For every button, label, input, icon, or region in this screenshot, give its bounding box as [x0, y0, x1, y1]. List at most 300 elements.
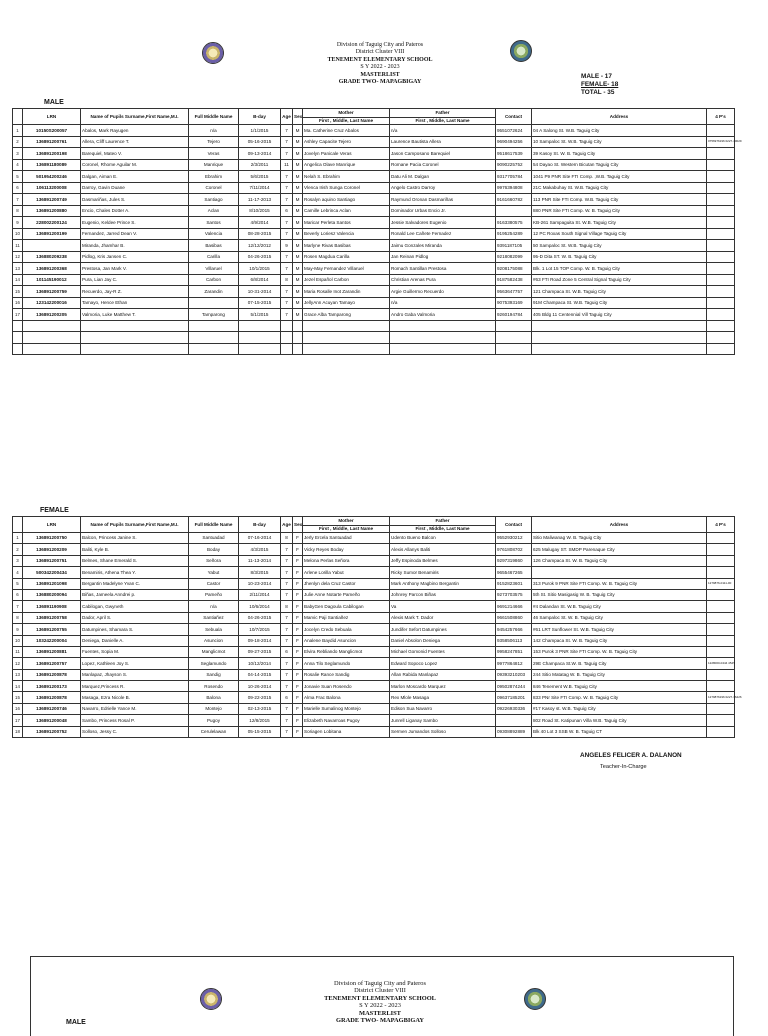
- father-name: Jaimu Gonzales Miranda: [390, 240, 496, 252]
- father-name: n/a: [390, 125, 496, 137]
- sex: F: [293, 635, 303, 646]
- table-row: [13, 669, 735, 680]
- birthday: 04-26-2015: [239, 612, 281, 623]
- father-name: n/a: [390, 297, 496, 309]
- table-row: [13, 171, 735, 183]
- pupil-name: Prestosa, Jan Mark V.: [81, 263, 189, 275]
- pupil-name: Valmoria, Luke Matthew T.: [81, 309, 189, 321]
- table-row: [13, 533, 735, 544]
- age: 6: [281, 205, 293, 217]
- table-row: [13, 274, 735, 286]
- col-father-sub: First , Middle, Last Name: [390, 526, 496, 533]
- age: 7: [281, 578, 293, 589]
- birthday: 04-26-2015: [239, 251, 281, 263]
- mother-name: Camille Lebrinca Aclan: [303, 205, 390, 217]
- birthday: 07-16-2014: [239, 533, 281, 544]
- table-row: [13, 578, 735, 589]
- contact-number: [496, 715, 532, 726]
- mother-name: Ashley Capacite Tejero: [303, 136, 390, 148]
- pupil-name: Pura, Lian Jay C.: [81, 274, 189, 286]
- pupil-name: Benamiris, Athena Thea Y.: [81, 567, 189, 578]
- 4ps-number: [707, 555, 735, 566]
- row-number: 11: [13, 240, 23, 252]
- 4ps-number: [707, 263, 735, 275]
- 4ps-number: [707, 228, 735, 240]
- pupil-name: Balcon, Princess Janine S.: [81, 533, 189, 544]
- birthday: 12/12/2012: [239, 240, 281, 252]
- mother-name: Jocelyn Credo Sebuala: [303, 624, 390, 635]
- table-row: [13, 159, 735, 171]
- sex: F: [293, 555, 303, 566]
- age: 7: [281, 589, 293, 600]
- sex: M: [293, 125, 303, 137]
- district-text: District Cluster VIII: [355, 49, 405, 56]
- row-number: 8: [13, 612, 23, 623]
- empty-cell: [532, 320, 707, 332]
- contact-number: 9690494256: [496, 136, 532, 148]
- father-name: Ronald Lee Cañete Fernadez: [390, 228, 496, 240]
- father-name: Alexis Mark T. Dador: [390, 612, 496, 623]
- middle-name: Santiago: [189, 194, 239, 206]
- pupil-name: Darroy, Gavin Duane: [81, 182, 189, 194]
- empty-cell: [293, 332, 303, 344]
- female-count: FEMALE- 18: [581, 81, 619, 88]
- contact-number: 9958247851: [496, 646, 532, 657]
- father-name: Rex Mlole Masaga: [390, 692, 496, 703]
- table-row: [13, 555, 735, 566]
- father-name: Johnrey Parcon Biñas: [390, 589, 496, 600]
- birthday: 08-28-2015: [239, 228, 281, 240]
- 4ps-number: [707, 544, 735, 555]
- age: 7: [281, 182, 293, 194]
- lrn-cell: 136891200746: [23, 703, 81, 714]
- col-father: Father: [390, 109, 496, 118]
- division-text: Division of Taguig City and Pateros: [336, 42, 424, 48]
- sex: F: [293, 681, 303, 692]
- father-name: Daniel Absolon Deniega: [390, 635, 496, 646]
- lrn-cell: 136891200878: [23, 669, 81, 680]
- col-mother-sub: First , Middle, Last Name: [303, 118, 390, 125]
- signatory-name: ANGELES FELICER A. DALANON: [580, 752, 682, 759]
- lrn-cell: 10150S200057: [23, 125, 81, 137]
- lrn-cell: 136891200368: [23, 263, 81, 275]
- middle-name: Tamparong: [189, 309, 239, 321]
- sex: F: [293, 578, 303, 589]
- female-masterlist-table: [12, 516, 742, 738]
- 4ps-number: [707, 601, 735, 612]
- district-text: District Cluster VIII: [354, 987, 406, 995]
- mother-name: Jonavie Suan Rosendo: [303, 681, 390, 692]
- lrn-cell: 500342200434: [23, 567, 81, 578]
- address: Sitio Maliwanag W. B. Taguig City: [532, 533, 707, 544]
- mother-name: May-May Fernandez Villaruel: [303, 263, 390, 275]
- table-row: [13, 567, 735, 578]
- age: 7: [281, 703, 293, 714]
- contact-number: 9976394808: [496, 182, 532, 194]
- pupil-name: Dalgan, Aiman E.: [81, 171, 189, 183]
- birthday: 05-15-2015: [239, 726, 281, 737]
- father-name: Jeffy Espinoda Belmes: [390, 555, 496, 566]
- sex: F: [293, 601, 303, 612]
- 4ps-number: [707, 726, 735, 737]
- middle-name: Santuadad: [189, 533, 239, 544]
- row-number: 6: [13, 182, 23, 194]
- table-row: [13, 612, 735, 623]
- birthday: 1/1/2015: [239, 125, 281, 137]
- empty-cell: [81, 332, 189, 344]
- row-number: 4: [13, 159, 23, 171]
- table-row: [13, 125, 735, 137]
- table-row: [13, 217, 735, 229]
- lrn-cell: 136891200758: [23, 612, 81, 623]
- birthday: 5/1/2015: [239, 309, 281, 321]
- table-row: [13, 624, 735, 635]
- table-row: [13, 658, 735, 669]
- mother-name: Beverly Loriesz Valencia: [303, 228, 390, 240]
- col-bday: B-day: [239, 517, 281, 533]
- address: Blk 40 Lot 3 SSB W. B. Taguig CT: [532, 726, 707, 737]
- contact-number: 9655467265: [496, 567, 532, 578]
- sex: F: [293, 646, 303, 657]
- sex: F: [293, 567, 303, 578]
- mother-name: Alma Frac Balona: [303, 692, 390, 703]
- address: Blk. 1 Lot 15 TOP Comp. W. B. Taguig City: [532, 263, 707, 275]
- col-father-sub: First , Middle, Last Name: [390, 118, 496, 125]
- father-name: Michael Gomonid Fuentes: [390, 646, 496, 657]
- row-number: 12: [13, 251, 23, 263]
- sex: M: [293, 251, 303, 263]
- pupil-name: Dasmariñas, Jules S.: [81, 194, 189, 206]
- contact-number: 9161660782: [496, 194, 532, 206]
- contact-number: 9691214666: [496, 601, 532, 612]
- contact-number: 9358506113: [496, 635, 532, 646]
- birthday: 10-26-2014: [239, 681, 281, 692]
- address: KB-261 Sampaguita St. W.B. Taguig City: [532, 217, 707, 229]
- father-name: Jan Reinan Pidlog: [390, 251, 496, 263]
- middle-name: Villaruel: [189, 263, 239, 275]
- mother-name: Jezel Español Carbon: [303, 274, 390, 286]
- col-sex: Sex: [293, 109, 303, 125]
- 4ps-number: [707, 125, 735, 137]
- empty-cell: [281, 332, 293, 344]
- address: 21C Makabuhay St. W.B. Taguig City: [532, 182, 707, 194]
- middle-name: Valencia: [189, 228, 239, 240]
- lrn-cell: 136891200881: [23, 646, 81, 657]
- middle-name: Yabut: [189, 567, 239, 578]
- 4ps-number: [707, 669, 735, 680]
- lrn-cell: 136891200205: [23, 309, 81, 321]
- father-name: Jundifer Sefort Datumpines: [390, 624, 496, 635]
- empty-cell: [390, 320, 496, 332]
- contact-number: 9551072624: [496, 125, 532, 137]
- middle-name: Pameño: [189, 589, 239, 600]
- row-number: 1: [13, 125, 23, 137]
- contact-number: 9195254289: [496, 228, 532, 240]
- lrn-cell: 136891200048: [23, 715, 81, 726]
- empty-cell: [707, 332, 735, 344]
- 4ps-number: [707, 309, 735, 321]
- pupil-name: Encio, Chales Dotter A.: [81, 205, 189, 217]
- 4ps-number: [707, 612, 735, 623]
- empty-cell: [303, 320, 390, 332]
- col-address: Address: [532, 517, 707, 533]
- age: 7: [281, 567, 293, 578]
- lrn-cell: 136891180089: [23, 159, 81, 171]
- table-row: [13, 726, 735, 737]
- empty-row: [13, 343, 735, 355]
- middle-name: Asuncion: [189, 635, 239, 646]
- empty-cell: [390, 343, 496, 355]
- birthday: 4/3/2015: [239, 544, 281, 555]
- middle-name: Aclan: [189, 205, 239, 217]
- 4ps-number: [707, 533, 735, 544]
- pupil-name: Cabilogan, Gwyneth: [81, 601, 189, 612]
- division-seal-icon: [202, 42, 224, 64]
- address: 153 Purok 3 PNR Site FTI Comp. W. B. Taguig City: [532, 646, 707, 657]
- sex: F: [293, 692, 303, 703]
- row-number: 1: [13, 533, 23, 544]
- mother-name: Rosalyn aquino Santiago: [303, 194, 390, 206]
- age: 6: [281, 646, 293, 657]
- address: 10 Sampaloc St. W.B. Taguig City: [532, 136, 707, 148]
- male-masterlist-table: [12, 108, 742, 355]
- address: 405 Bldg 11 Centennial Vill Taguig City: [532, 309, 707, 321]
- col-age: Age: [281, 517, 293, 533]
- row-number: 16: [13, 703, 23, 714]
- 4ps-number: [707, 703, 735, 714]
- row-number: 10: [13, 228, 23, 240]
- father-name: Jessie Salvadores Eugenio: [390, 217, 496, 229]
- lrn-cell: 501954200246: [23, 171, 81, 183]
- table-row: [13, 251, 735, 263]
- col-bday: B-day: [239, 109, 281, 125]
- age: 7: [281, 624, 293, 635]
- table-row: [13, 601, 735, 612]
- 4ps-number: [707, 240, 735, 252]
- table-row: [13, 263, 735, 275]
- pupil-name: Marquez,Princess R.: [81, 681, 189, 692]
- col-address: Address: [532, 109, 707, 125]
- lrn-cell: 136891200757: [23, 658, 81, 669]
- sex: M: [293, 205, 303, 217]
- pupil-name: Sambo, Princess Rosal P.: [81, 715, 189, 726]
- father-name: Dominador Urbas Encio Jr.: [390, 205, 496, 217]
- lrn-cell: 136891200751: [23, 555, 81, 566]
- col-father: Father: [390, 517, 496, 526]
- mother-name: Jerly Ercela Santuadad: [303, 533, 390, 544]
- table-row: [13, 297, 735, 309]
- empty-cell: [189, 343, 239, 355]
- birthday: 09-18-2014: [239, 635, 281, 646]
- col-contact: Contact: [496, 109, 532, 125]
- address: [532, 567, 707, 578]
- lrn-cell: 228002200124: [23, 217, 81, 229]
- pupil-name: Dador, April S.: [81, 612, 189, 623]
- school-name: TENEMENT ELEMENTARY SCHOOL: [324, 994, 436, 1002]
- pupil-name: Recuerdo, Jay-R Z.: [81, 286, 189, 298]
- row-number: 5: [13, 578, 23, 589]
- lrn-cell: 136891200878: [23, 692, 81, 703]
- signatory-role: Teacher-In-Charge: [600, 764, 647, 770]
- row-number: 18: [13, 726, 23, 737]
- middle-name: n/a: [189, 125, 239, 137]
- birthday: 07-15-2015: [239, 297, 281, 309]
- contact-number: 9260194784: [496, 309, 532, 321]
- address: 833 PNr Site FTI Comp. W. B. Taguig City: [532, 692, 707, 703]
- address: 244 Sitio Matatag W. B. Taguig City: [532, 669, 707, 680]
- mother-name: Julie Anne Notarte Pameño: [303, 589, 390, 600]
- pupil-name: Navarro, Edrielle Yance M.: [81, 703, 189, 714]
- 4ps-number: [707, 624, 735, 635]
- birthday: 09-13-2014: [239, 148, 281, 160]
- middle-name: Castor: [189, 578, 239, 589]
- birthday: 02-13-2015: [239, 703, 281, 714]
- contact-number: 9273703575: [496, 589, 532, 600]
- 4ps-number: [707, 297, 735, 309]
- middle-name: Boday: [189, 544, 239, 555]
- age: 8: [281, 601, 293, 612]
- address: 12 PC Roxas South Signal Village Taguig City: [532, 228, 707, 240]
- father-name: Marlon Moscardo Marquez: [390, 681, 496, 692]
- sex: F: [293, 726, 303, 737]
- 4ps-number: [707, 171, 735, 183]
- middle-name: [189, 297, 239, 309]
- age: 7: [281, 681, 293, 692]
- grade-section: GRADE TWO- MAPAGBIGAY: [338, 79, 422, 86]
- row-number: 3: [13, 148, 23, 160]
- table-row: [13, 646, 735, 657]
- mother-name: BabyGen Dagoula Cabilogan: [303, 601, 390, 612]
- col-sex: Sex: [293, 517, 303, 533]
- father-name: Allan Rabida Manlapaz: [390, 669, 496, 680]
- school-name: TENEMENT ELEMENTARY SCHOOL: [327, 56, 433, 63]
- table-row: [13, 589, 735, 600]
- pupil-name: Datumpines, Shamara S.: [81, 624, 189, 635]
- birthday: 8/3/2015: [239, 567, 281, 578]
- middle-name: Basibas: [189, 240, 239, 252]
- 4ps-number: [707, 286, 735, 298]
- mother-name: Elizabeth Navarroas Pugoy: [303, 715, 390, 726]
- middle-name: Tejero: [189, 136, 239, 148]
- father-name: Sermen Jumandos Solloso: [390, 726, 496, 737]
- contact-number: 9187582438: [496, 274, 532, 286]
- table-row: [13, 544, 735, 555]
- contact-number: 09308892889: [496, 726, 532, 737]
- row-number: 14: [13, 274, 23, 286]
- row-number: 17: [13, 715, 23, 726]
- col-name: Name of Pupils Surname,First Name,M.I.: [81, 109, 189, 125]
- contact-number: 9552930212: [496, 533, 532, 544]
- 4ps-number: [707, 182, 735, 194]
- male-section-label: MALE: [44, 99, 64, 106]
- age: 8: [281, 533, 293, 544]
- mother-name: Jovelyn Panicale Veras: [303, 148, 390, 160]
- row-number: 8: [13, 205, 23, 217]
- empty-row: [13, 320, 735, 332]
- pupil-name: Solloso, Jessy C.: [81, 726, 189, 737]
- empty-cell: [239, 343, 281, 355]
- address: 50 Sampaloc St. W.B. Taguig City: [532, 240, 707, 252]
- middle-name: Carilla: [189, 251, 239, 263]
- birthday: 10-23-2014: [239, 578, 281, 589]
- empty-cell: [293, 343, 303, 355]
- male-section-label: MALE: [66, 1019, 86, 1026]
- col-name: Name of Pupils Surname,First Name,M.I.: [81, 517, 189, 533]
- row-number: 5: [13, 171, 23, 183]
- age: 7: [281, 635, 293, 646]
- empty-cell: [13, 320, 23, 332]
- middle-name: n/a: [189, 601, 239, 612]
- empty-cell: [496, 343, 532, 355]
- 4ps-number: [707, 646, 735, 657]
- age: 7: [281, 228, 293, 240]
- lrn-cell: 136891200199: [23, 228, 81, 240]
- sex: F: [293, 544, 303, 555]
- father-name: Va: [390, 601, 496, 612]
- table-row: [13, 703, 735, 714]
- age: 7: [281, 136, 293, 148]
- contact-number: 9090225752: [496, 159, 532, 171]
- mother-name: Soriagen Lobitana: [303, 726, 390, 737]
- address: 29E Champaca St.W. B. Taguig City: [532, 658, 707, 669]
- table-row: [13, 205, 735, 217]
- sex: F: [293, 715, 303, 726]
- sex: M: [293, 148, 303, 160]
- contact-number: 9761808702: [496, 544, 532, 555]
- father-name: Laurence Bautista Allera: [390, 136, 496, 148]
- school-year: S Y 2022 - 2023: [359, 1002, 401, 1010]
- birthday: 8/10/2015: [239, 205, 281, 217]
- next-page-header: [230, 980, 530, 1024]
- middle-name: Ebrahim: [189, 171, 239, 183]
- lrn-cell: 136891201098: [23, 578, 81, 589]
- father-name: Raymund Oronan Dasmariñas: [390, 194, 496, 206]
- address: 54 Dayao St. Western Bicutan Taguig City: [532, 159, 707, 171]
- pupil-name: Fuentes, Sopia M.: [81, 646, 189, 657]
- sex: M: [293, 217, 303, 229]
- lrn-cell: 136891200880: [23, 205, 81, 217]
- empty-cell: [707, 320, 735, 332]
- lrn-cell: 136891200761: [23, 136, 81, 148]
- row-number: 2: [13, 136, 23, 148]
- middle-name: Señora: [189, 555, 239, 566]
- empty-cell: [23, 332, 81, 344]
- 4ps-number: [707, 567, 735, 578]
- pupil-name: Biñas, Jameela Anndrei p.: [81, 589, 189, 600]
- table-row: [13, 286, 735, 298]
- mother-name: Anna Tilo Seglamundo: [303, 658, 390, 669]
- table-row: [13, 635, 735, 646]
- col-contact: Contact: [496, 517, 532, 533]
- birthday: 4/9/2014: [239, 217, 281, 229]
- address: #61 LRT Sunflower St. W.B. Taguig City: [532, 624, 707, 635]
- table-row: [13, 228, 735, 240]
- 4ps-number: [707, 251, 735, 263]
- mother-name: Nelah S. Ebrahim: [303, 171, 390, 183]
- birthday: 10-31-2014: [239, 286, 281, 298]
- empty-cell: [239, 332, 281, 344]
- 4ps-number: [707, 217, 735, 229]
- grade-section: GRADE TWO- MAPAGBIGAY: [336, 1017, 424, 1025]
- empty-cell: [532, 343, 707, 355]
- col-mother-sub: First , Middle, Last Name: [303, 526, 390, 533]
- father-name: Christian Arenas Pura: [390, 274, 496, 286]
- row-number: 11: [13, 646, 23, 657]
- lrn-cell: [23, 240, 81, 252]
- 4ps-number: 1228000-0444 4545: [707, 658, 735, 669]
- empty-cell: [707, 343, 735, 355]
- middle-name: Santos: [189, 217, 239, 229]
